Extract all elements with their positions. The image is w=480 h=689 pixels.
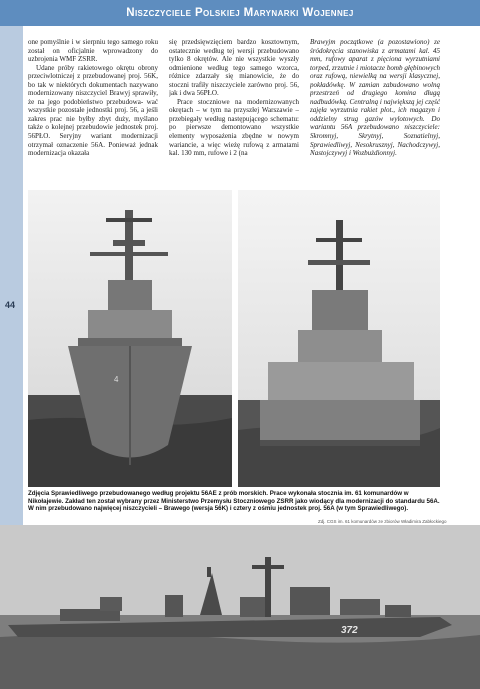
paragraph: Brawyjm początkowe (a pozostawiono) ze śródokręcia stanowiska z armatami kal. 45 mm, rufowy aparat z pięciona wyrzutniami torped, zrzutnie i miotacze bomb głębinowych oraz rufową, niewielką na wersji klasycznej, pokładówkę. W zamian zabudowano wolną przestrzeń od drugiego komina długą nadbudówką. Centralną i największą jej część zajęła wyrzutnia rakiet plot., ich magazyn i oddzielny strug gazów wylotowych. Do wariantu 56A przebudowano niszczyciele: Skromnyj, Skrytnyj, Soznatielnyj, Sprawiedliwyj, Nesokrusznyj, Nachodczywyj, Nastojczywyj i Wozbużdionnyj. — [310, 38, 440, 158]
svg-text:4: 4 — [114, 375, 119, 384]
paragraph: Udane próby rakietowego okrętu obrony przeciwlotniczej z przebudowanej proj. 56K, bo tak w niektórych dokumentach nazywano modernizowany niszczyciel Brawyj sprawiły, że na jego podobieństwo przebudowa- wać wszystkie pozostałe jednostki proj. 56, a jeśli zakres prac nie byłby zbyt duży, myślano także o kolejnej przebudowie jednostek proj. 56PŁO. Seryjny wariant modernizacji otrzymał oznaczenie 56A. Ponieważ jednak modernizacja okazała — [28, 63, 158, 158]
page-number: 44 — [5, 300, 16, 310]
photo-caption: Zdjęcia Sprawiedliwego przebudowanego według projektu 56AE z prób morskich. Prace wykonała stocznia im. 61 komunardów w Nikołajewie. Zakład ten został wybrany przez Ministerstwo Przemysłu Stoczniowego ZSRR jako wiodący dla modernizacji do standardu 56A. W nim przebudowano najwięcej niszczycieli – Brawego (wersja 56K) i cztery z ośmiu jednostek proj. 56A (w tym Sprawiedliwego). — [28, 490, 440, 512]
paragraph: Prace stoczniowe na modernizowanych okrętach – w tym na przyszłej Warszawie – przebiegały według następującego schematu: po pierwsze demontowano wszystkie elementy wyposażenia zbędne w nowym wariancie, a więc wieżę rufową z armatami kal. 130 mm, rufowe i 2 (na — [169, 97, 299, 158]
text-column-2 — [169, 38, 299, 184]
text-column-1 — [28, 38, 158, 184]
text-column-3 — [310, 38, 440, 184]
photo-ship-bow — [28, 190, 232, 487]
article-columns — [28, 38, 440, 184]
header-title: Niszczyciele Polskiej Marynarki Wojennej — [126, 7, 354, 19]
photo-ship-side — [0, 525, 480, 689]
photo-ship-stern — [238, 190, 440, 487]
page-header — [0, 0, 480, 26]
hull-number: 372 — [341, 625, 358, 636]
paragraph: one pomyślnie i w sierpniu tego samego roku został on oficjalnie wprowadzony do uzbrojenia WMF ZSRR. — [28, 38, 158, 64]
paragraph: się przedsięwzięciem bardzo kosztownym, ostatecznie według tej wersji przebudowano tylko 8 okrętów. Ale nie wszystkie wyszły odmienione według tego samego wzorca, różnice zdarzały się mianowicie, że do stoczni trafiły niszczyciele zarówno proj. 56, jak i dwa 56PŁO. — [169, 38, 299, 98]
photo-credit: Zdj. CGS im. 61 komunardów ze zbiorów Władimira Zabłockiego — [318, 519, 447, 524]
